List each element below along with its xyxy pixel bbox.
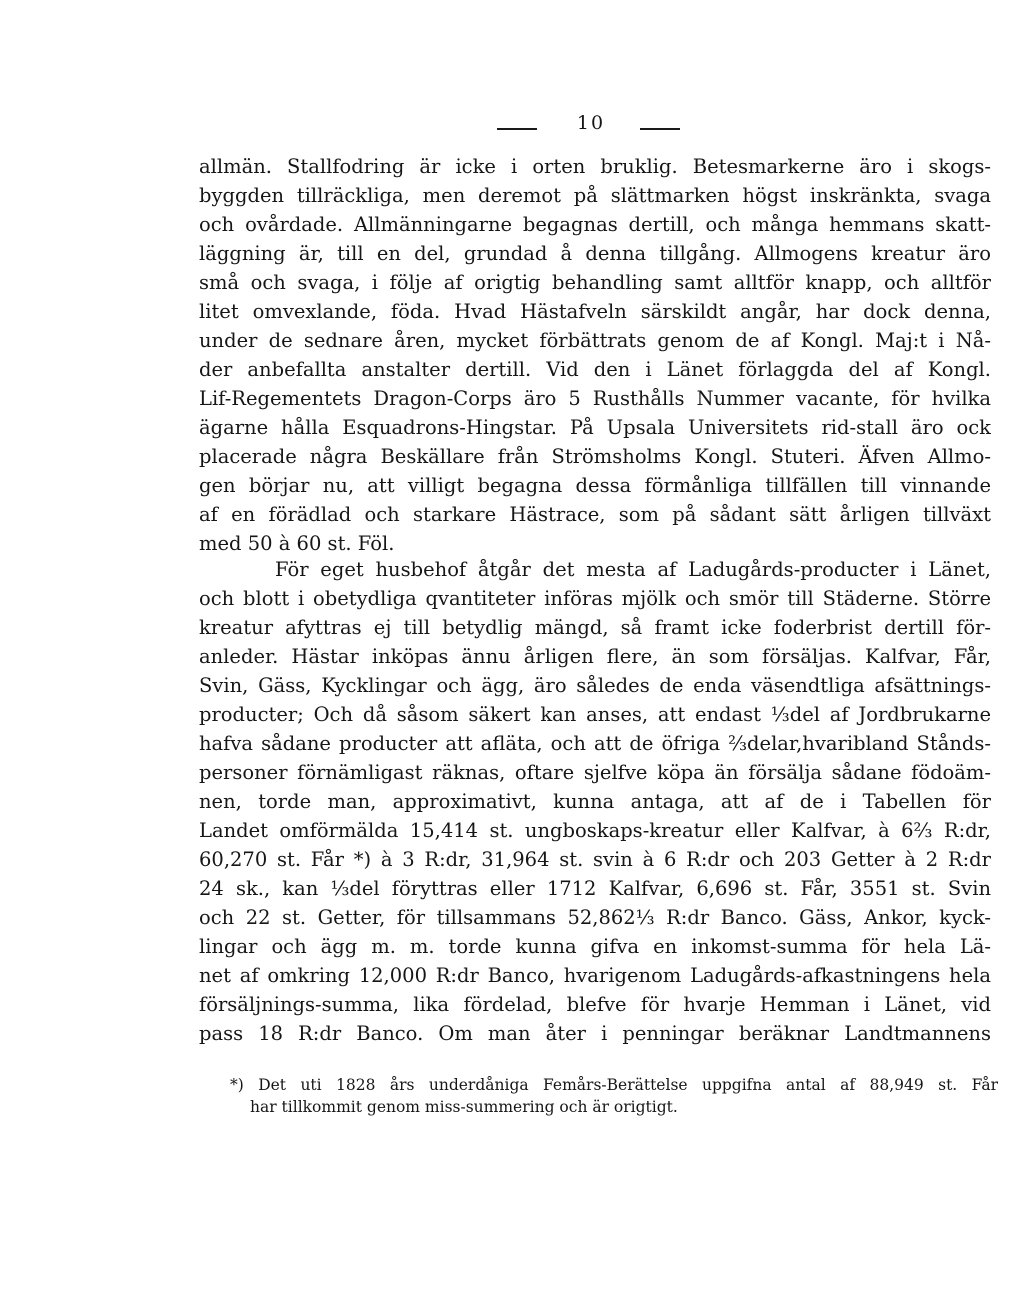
text-line: och ovårdade. Allmänningarne begagnas dertill, och många hemmans skatt-: [199, 213, 991, 236]
text-line: lingar och ägg m. m. torde kunna gifva en inkomst-summa för hela Lä-: [199, 935, 991, 958]
footnote-line: *) Det uti 1828 års underdåniga Femårs-Berättelse uppgifna antal af 88,949 st. Får: [230, 1076, 998, 1094]
text-line: under de sednare åren, mycket förbättrats genom de af Kongl. Maj:t i Nå-: [199, 329, 991, 352]
text-line: och blott i obetydliga qvantiteter införas mjölk och smör till Städerne. Större: [199, 587, 991, 610]
page-number: 10: [576, 112, 606, 134]
text-line: 60,270 st. Får *) à 3 R:dr, 31,964 st. svin à 6 R:dr och 203 Getter à 2 R:dr: [199, 848, 991, 871]
text-line: anleder. Hästar inköpas ännu årligen flere, än som försäljas. Kalfvar, Får,: [199, 645, 991, 668]
header-rule-right: [640, 128, 680, 130]
footnote-line: har tillkommit genom miss-summering och är origtigt.: [250, 1098, 678, 1116]
text-line: och 22 st. Getter, för tillsammans 52,862⅓ R:dr Banco. Gäss, Ankor, kyck-: [199, 906, 991, 929]
text-line: ägarne hålla Esquadrons-Hingstar. På Upsala Universitets rid-stall äro ock: [199, 416, 991, 439]
text-line: placerade några Beskällare från Strömsholms Kongl. Stuteri. Äfven Allmo-: [199, 445, 991, 468]
text-line: allmän. Stallfodring är icke i orten bruklig. Betesmarkerne äro i skogs-: [199, 155, 991, 178]
text-line: hafva sådane producter att afläta, och att de öfriga ⅔delar,hvaribland Stånds-: [199, 732, 991, 755]
text-line: Landet omförmälda 15,414 st. ungboskaps-kreatur eller Kalfvar, à 6⅔ R:dr,: [199, 819, 991, 842]
text-line: läggning är, till en del, grundad å denna tillgång. Allmogens kreatur äro: [199, 242, 991, 265]
text-line: Svin, Gäss, Kycklingar och ägg, äro således de enda väsendtliga afsättnings-: [199, 674, 991, 697]
text-line: net af omkring 12,000 R:dr Banco, hvarigenom Ladugårds-afkastningens hela: [199, 964, 991, 987]
text-line: nen, torde man, approximativt, kunna antaga, att af de i Tabellen för: [199, 790, 991, 813]
text-line: För eget husbehof åtgår det mesta af Ladugårds-producter i Länet,: [275, 558, 991, 581]
text-line: litet omvexlande, föda. Hvad Hästafveln särskildt angår, har dock denna,: [199, 300, 991, 323]
text-line: af en förädlad och starkare Hästrace, som på sådant sätt årligen tillväxt: [199, 503, 991, 526]
page-header: [0, 112, 1024, 142]
text-line: der anbefallta anstalter dertill. Vid den i Länet förlaggda del af Kongl.: [199, 358, 991, 381]
text-line: personer förnämligast räknas, oftare sjelfve köpa än försälja sådane födoäm-: [199, 761, 991, 784]
text-line: 24 sk., kan ⅓del föryttras eller 1712 Kalfvar, 6,696 st. Får, 3551 st. Svin: [199, 877, 991, 900]
text-line: producter; Och då såsom säkert kan anses, att endast ⅓del af Jordbrukarne: [199, 703, 991, 726]
text-line: försäljnings-summa, lika fördelad, blefve för hvarje Hemman i Länet, vid: [199, 993, 991, 1016]
header-rule-left: [497, 128, 537, 130]
text-line: med 50 à 60 st. Föl.: [199, 532, 395, 555]
text-line: gen börjar nu, att villigt begagna dessa förmånliga tillfällen till vinnande: [199, 474, 991, 497]
text-line: Lif-Regementets Dragon-Corps äro 5 Rusthålls Nummer vacante, för hvilka: [199, 387, 991, 410]
text-line: pass 18 R:dr Banco. Om man åter i penningar beräknar Landtmannens: [199, 1022, 991, 1045]
text-line: små och svaga, i följe af origtig behandling samt alltför knapp, och alltför: [199, 271, 991, 294]
text-line: byggden tillräckliga, men deremot på slättmarken högst inskränkta, svaga: [199, 184, 991, 207]
text-line: kreatur afyttras ej till betydlig mängd, så framt icke foderbrist dertill för-: [199, 616, 991, 639]
